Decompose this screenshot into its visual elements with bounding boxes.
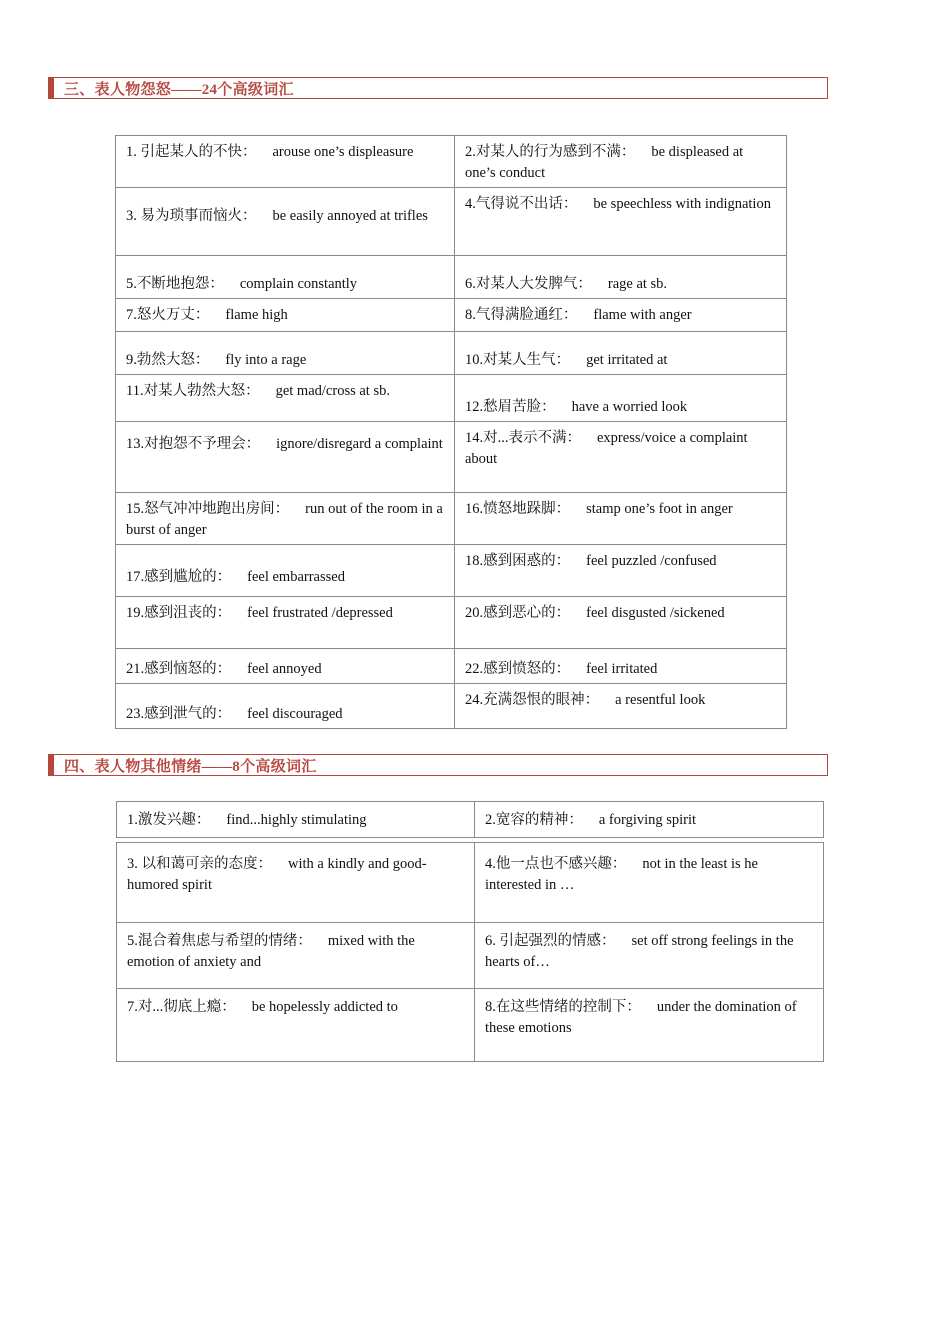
anger-vocab-table xyxy=(115,135,787,729)
section-header-anger xyxy=(48,77,828,99)
vocab-cell: 5.混合着焦虑与希望的情绪： mixed with the emotion of anxiety and xyxy=(117,923,475,989)
vocab-cell: 1. 引起某人的不快： arouse one’s displeasure xyxy=(116,136,455,188)
section-header-other-emotions xyxy=(48,754,828,776)
vocab-cell: 20.感到恶心的： feel disgusted /sickened xyxy=(455,597,787,649)
vocab-cell: 2.对某人的行为感到不满： be displeased at one’s conduct xyxy=(455,136,787,188)
other-emotions-table-top xyxy=(116,801,824,838)
vocab-cell: 12.愁眉苦脸： have a worried look xyxy=(455,375,787,422)
vocab-cell: 5.不断地抱怨： complain constantly xyxy=(116,256,455,299)
vocab-cell: 4.他一点也不感兴趣： not in the least is he interested in … xyxy=(475,843,824,923)
vocab-cell: 24.充满怨恨的眼神： a resentful look xyxy=(455,684,787,729)
vocab-cell: 10.对某人生气： get irritated at xyxy=(455,332,787,375)
vocab-cell: 17.感到尴尬的： feel embarrassed xyxy=(116,545,455,597)
vocab-cell: 1.激发兴趣： find...highly stimulating xyxy=(117,802,475,838)
section-title: 三、表人物怨怒——24个高级词汇 xyxy=(64,81,294,98)
vocab-cell: 3. 易为琐事而恼火： be easily annoyed at trifles xyxy=(116,188,455,256)
vocab-cell: 19.感到沮丧的： feel frustrated /depressed xyxy=(116,597,455,649)
vocab-cell: 14.对...表示不满： express/voice a complaint about xyxy=(455,422,787,493)
vocab-cell: 7.对...彻底上瘾： be hopelessly addicted to xyxy=(117,989,475,1062)
vocab-cell: 2.宽容的精神： a forgiving spirit xyxy=(475,802,824,838)
vocab-cell: 6. 引起强烈的情感： set off strong feelings in the hearts of… xyxy=(475,923,824,989)
vocab-cell: 22.感到愤怒的： feel irritated xyxy=(455,649,787,684)
vocab-cell: 8.气得满脸通红： flame with anger xyxy=(455,299,787,332)
vocab-cell: 7.怒火万丈： flame high xyxy=(116,299,455,332)
section-title: 四、表人物其他情绪——8个高级词汇 xyxy=(64,758,317,775)
vocab-cell: 11.对某人勃然大怒： get mad/cross at sb. xyxy=(116,375,455,422)
vocab-cell: 6.对某人大发脾气： rage at sb. xyxy=(455,256,787,299)
vocab-cell: 8.在这些情绪的控制下： under the domination of these emotions xyxy=(475,989,824,1062)
vocab-cell: 16.愤怒地跺脚： stamp one’s foot in anger xyxy=(455,493,787,545)
other-emotions-table xyxy=(116,842,824,1062)
vocab-cell: 9.勃然大怒： fly into a rage xyxy=(116,332,455,375)
vocab-cell: 3. 以和蔼可亲的态度： with a kindly and good-humored spirit xyxy=(117,843,475,923)
vocab-cell: 18.感到困惑的： feel puzzled /confused xyxy=(455,545,787,597)
vocab-cell: 15.怒气冲冲地跑出房间： run out of the room in a burst of anger xyxy=(116,493,455,545)
vocab-cell: 4.气得说不出话： be speechless with indignation xyxy=(455,188,787,256)
vocab-cell: 13.对抱怨不予理会： ignore/disregard a complaint xyxy=(116,422,455,493)
vocab-cell: 23.感到泄气的： feel discouraged xyxy=(116,684,455,729)
vocab-cell: 21.感到恼怒的： feel annoyed xyxy=(116,649,455,684)
